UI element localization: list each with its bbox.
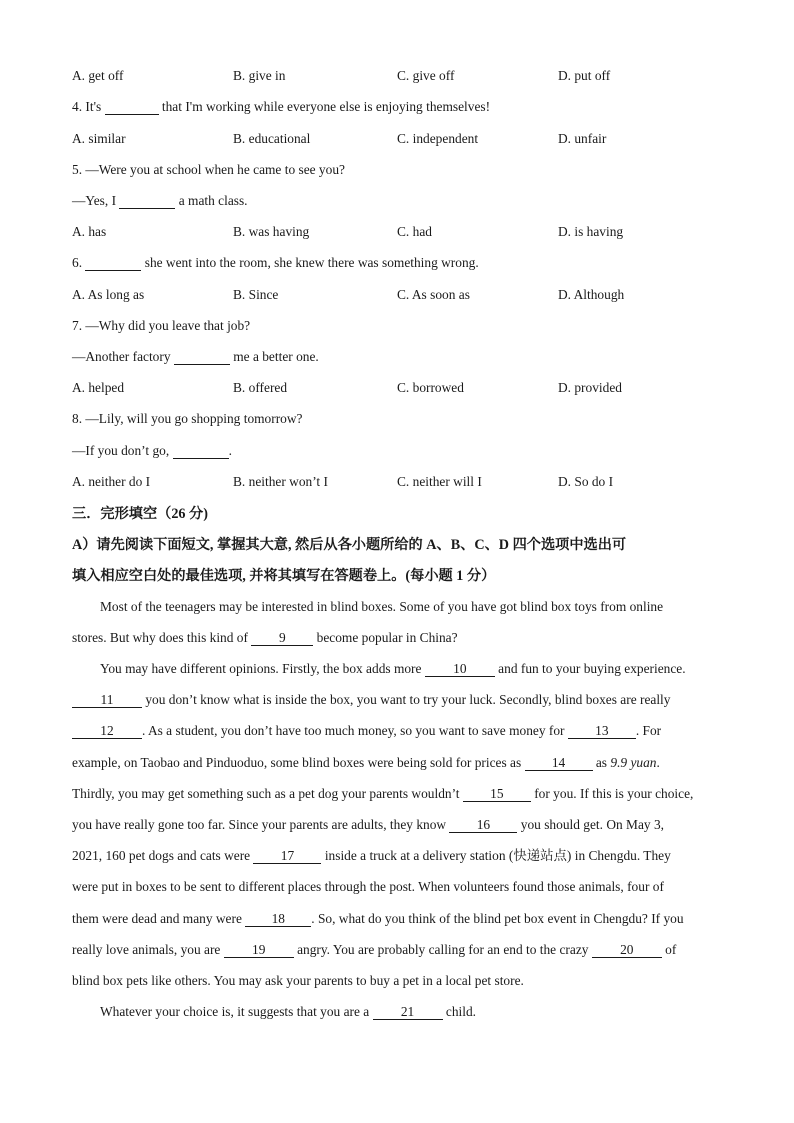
q7-stem-line2 (72, 348, 319, 366)
passage-text: you have really gone too far. Since your parents are adults, they know (72, 817, 450, 832)
passage-line (72, 1003, 476, 1021)
blank-14: 14 (525, 756, 593, 771)
q7-options (72, 379, 732, 397)
q7-option-d: D. provided (558, 380, 622, 395)
q5-options (72, 223, 732, 241)
q7-text-before: —Another factory (72, 349, 174, 364)
price-text: 9.9 yuan (610, 755, 657, 770)
section-instruction-line2: 填入相应空白处的最佳选项, 并将其填写在答题卷上。(每小题 1 分） (72, 568, 496, 584)
passage-line (72, 816, 664, 834)
passage-text: for you. If this is your choice, (530, 786, 694, 801)
q6-option-d: D. Although (558, 287, 625, 302)
q7-text-after: me a better one. (229, 349, 319, 364)
passage-text: child. (442, 1004, 477, 1019)
blank-12: 12 (72, 724, 142, 739)
passage-text: of (661, 942, 677, 957)
passage-text: them were dead and many were (72, 911, 246, 926)
passage-text: become popular in China? (313, 630, 458, 645)
q6-option-c: C. As soon as (397, 287, 470, 302)
q4-option-d: D. unfair (558, 131, 607, 146)
q7-option-a: A. helped (72, 380, 125, 395)
q6-blank (85, 256, 141, 271)
q8-text-before: —If you don’t go, (72, 443, 173, 458)
q6-option-b: B. Since (233, 287, 279, 302)
q6-option-a: A. As long as (72, 287, 145, 302)
passage-line: blind box pets like others. You may ask your parents to buy a pet in a local pet store. (72, 973, 524, 988)
q5-stem-line2 (72, 192, 248, 210)
q5-option-b: B. was having (233, 224, 310, 239)
passage-text: . So, what do you think of the blind pet box event in Chengdu? If you (311, 911, 684, 926)
passage-text: stores. But why does this kind of (72, 630, 252, 645)
passage-text: You may have different opinions. Firstly, the box adds more (100, 661, 425, 676)
q7-stem-line1: 7. —Why did you leave that job? (72, 318, 251, 333)
q6-stem (72, 254, 479, 272)
blank-13: 13 (568, 724, 636, 739)
passage-line (72, 660, 686, 678)
passage-line (72, 910, 684, 928)
blank-18: 18 (245, 912, 311, 927)
passage-text: Whatever your choice is, it suggests that you are a (100, 1004, 373, 1019)
blank-9: 9 (251, 631, 313, 646)
q3-option-a: A. get off (72, 68, 124, 83)
passage-line: Most of the teenagers may be interested in blind boxes. Some of you have got blind box toys from online (100, 599, 664, 614)
q4-stem (72, 98, 490, 116)
q8-option-c: C. neither will I (397, 474, 482, 489)
passage-text: . As a student, you don’t have too much money, so you want to save money for (142, 723, 568, 738)
blank-10: 10 (425, 662, 495, 677)
q8-option-d: D. So do I (558, 474, 614, 489)
passage-line (72, 629, 458, 647)
blank-11: 11 (72, 693, 142, 708)
section-instruction-line1: A）请先阅读下面短文, 掌握其大意, 然后从各小题所给的 A、B、C、D 四个选项中选出可 (72, 537, 627, 553)
passage-text: angry. You are probably calling for an end to the crazy (293, 942, 592, 957)
q8-text-after: . (228, 443, 232, 458)
passage-text: you don’t know what is inside the box, you want to try your luck. Secondly, blind boxes are really (142, 692, 671, 707)
q6-text-before: 6. (72, 255, 86, 270)
passage-text: you should get. On May 3, (517, 817, 664, 832)
passage-text: Thirdly, you may get something such as a pet dog your parents wouldn’t (72, 786, 463, 801)
q4-blank (105, 100, 159, 115)
q6-options (72, 286, 732, 304)
passage-line (72, 941, 676, 959)
section-heading: 三．完形填空（26 分) (72, 506, 208, 522)
passage-text: as (592, 755, 611, 770)
passage-text: . For (635, 723, 662, 738)
q8-options (72, 473, 732, 491)
passage-line (72, 691, 670, 709)
blank-16: 16 (449, 818, 517, 833)
q7-option-c: C. borrowed (397, 380, 464, 395)
q5-option-d: D. is having (558, 224, 624, 239)
passage-text: example, on Taobao and Pinduoduo, some blind boxes were being sold for prices as (72, 755, 525, 770)
q5-option-c: C. had (397, 224, 432, 239)
q5-text-before: —Yes, I (72, 193, 120, 208)
q8-option-a: A. neither do I (72, 474, 151, 489)
passage-line (72, 754, 660, 772)
passage-line: were put in boxes to be sent to different places through the post. When volunteers found those animals, four of (72, 879, 664, 894)
blank-15: 15 (463, 787, 531, 802)
q8-stem-line1: 8. —Lily, will you go shopping tomorrow? (72, 411, 303, 426)
q4-option-c: C. independent (397, 131, 479, 146)
blank-21: 21 (373, 1005, 443, 1020)
blank-19: 19 (224, 943, 294, 958)
passage-text: and fun to your buying experience. (494, 661, 686, 676)
q4-option-b: B. educational (233, 131, 311, 146)
q3-options (72, 67, 732, 85)
passage-line (72, 785, 693, 803)
passage-line (72, 722, 661, 740)
q5-blank (119, 194, 175, 209)
q8-option-b: B. neither won’t I (233, 474, 328, 489)
blank-17: 17 (253, 849, 321, 864)
blank-20: 20 (592, 943, 662, 958)
passage-text: . (656, 755, 660, 770)
passage-text: really love animals, you are (72, 942, 224, 957)
q5-option-a: A. has (72, 224, 107, 239)
q7-option-b: B. offered (233, 380, 288, 395)
q5-stem-line1: 5. —Were you at school when he came to see you? (72, 162, 345, 177)
q4-text-after: that I'm working while everyone else is enjoying themselves! (158, 99, 491, 114)
q4-option-a: A. similar (72, 131, 126, 146)
q8-stem-line2 (72, 442, 232, 460)
q3-option-d: D. put off (558, 68, 611, 83)
q6-text-after: she went into the room, she knew there was something wrong. (141, 255, 479, 270)
q5-text-after: a math class. (175, 193, 248, 208)
passage-line (72, 847, 671, 865)
q4-options (72, 130, 732, 148)
q3-option-b: B. give in (233, 68, 286, 83)
q7-blank (174, 350, 230, 365)
q3-option-c: C. give off (397, 68, 455, 83)
q4-text-before: 4. It's (72, 99, 105, 114)
passage-text: 2021, 160 pet dogs and cats were (72, 848, 254, 863)
q8-blank (173, 444, 229, 459)
passage-text: inside a truck at a delivery station (快递站点) in Chengdu. They (321, 848, 671, 863)
